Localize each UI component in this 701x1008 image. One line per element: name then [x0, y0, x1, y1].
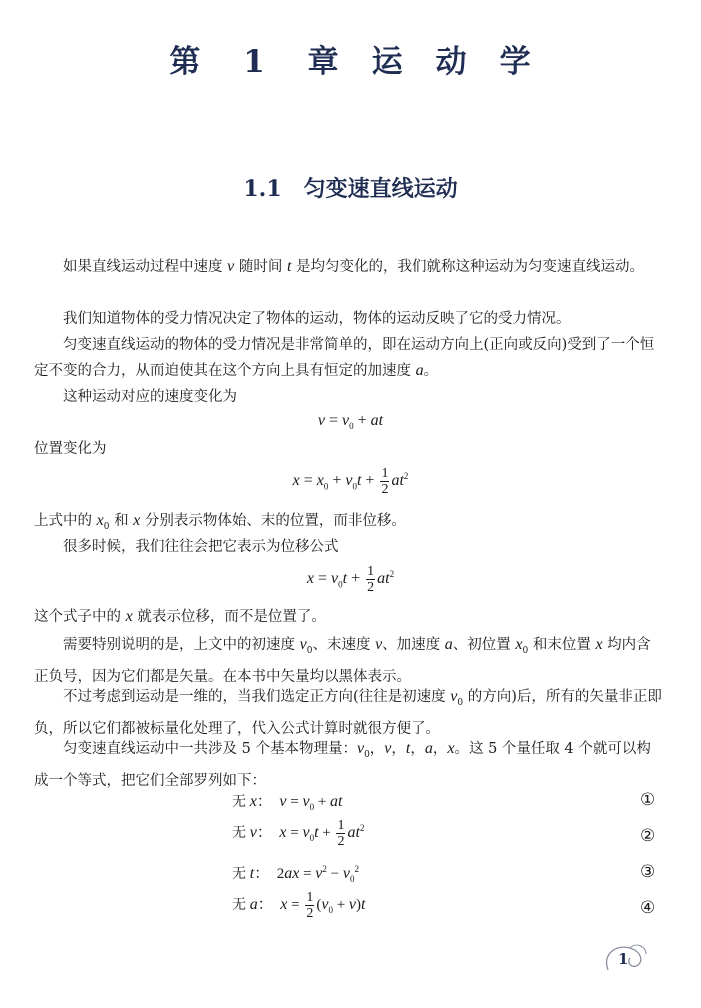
formula-number-2: ② [640, 826, 656, 846]
formula-number-4: ④ [640, 898, 656, 918]
paragraph-6: 上式中的 $x_0$ 和 x 分别表示物体始、末的位置，而非位移。 [34, 512, 406, 532]
section-title: 1.1 匀变速直线运动 [243, 176, 458, 202]
equation-velocity: $v = v_0$ + at [317, 412, 384, 432]
paragraph-9: 需要特别说明的是，上文中的初速度 $v_0$、末速度 v、加速度 a、初位置 $x_0$ 和末位置 x 均内含正负号，因为它们都是矢量。在本书中矢量均以黑体表示。 [34, 636, 651, 685]
paragraph-3: 匀变速直线运动的物体的受力情况是非常简单的，即在运动方向上(正向或反向)受到了一个恒定不变的合力，从而迫使其在这个方向上具有恒定的加速度 a。 [34, 337, 655, 379]
paragraph-11: 匀变速直线运动中一共涉及 5 个基本物理量：$v_0$，v，t，a，x。这 5 个量任取 4 个就可以构成一个等式，把它们全部罗列如下： [34, 740, 651, 789]
formula-no-t: 无 t： $2ax = v^2 - v_0^2$ [232, 864, 359, 884]
formula-number-1: ① [640, 790, 656, 810]
equation-position: $x = x_0 + v_0t$ + $\frac{1}{2}$ $at^2$ [292, 466, 409, 497]
page-number: 1 [618, 950, 629, 968]
formula-no-x: 无 x： $v = v_0$ + at [232, 793, 343, 812]
paragraph-7: 很多时候，我们往往会把它表示为位移公式 [63, 539, 339, 555]
paragraph-4: 这种运动对应的速度变化为 [63, 389, 237, 405]
formula-no-v: 无 v： $x = v_0t$ + $\frac{1}{2}$ $at^2$ [232, 818, 365, 849]
formula-number-3: ③ [640, 862, 656, 882]
paragraph-2: 我们知道物体的受力情况决定了物体的运动，物体的运动反映了它的受力情况。 [63, 311, 571, 327]
equation-displacement: $x = v_0t$ + $\frac{1}{2}$ $at^2$ [306, 564, 395, 595]
paragraph-10: 不过考虑到运动是一维的，当我们选定正方向(往往是初速度 $v_0$ 的方向)后，所有的矢量非正即负，所以它们都被标量化处理了，代入公式计算时就很方便了。 [34, 688, 662, 737]
formula-no-a: 无 a： x = $\frac{1}{2}$ $(v_0 + v)t$ [232, 890, 366, 921]
paragraph-5: 位置变化为 [34, 441, 107, 457]
chapter-title: 第 1 章 运 动 学 [169, 44, 532, 80]
paragraph-8: 这个式子中的 x 就表示位移，而不是位置了。 [34, 608, 326, 625]
paragraph-1: 如果直线运动过程中速度 v 随时间 t 是均匀变化的，我们就称这种运动为匀变速直线运动。 [63, 258, 644, 275]
